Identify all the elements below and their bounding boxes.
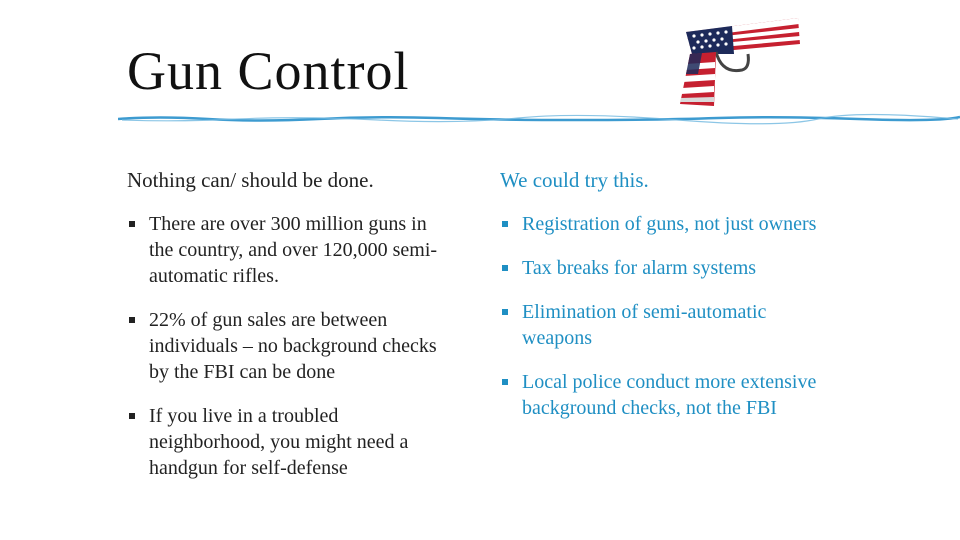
list-item [127,307,447,385]
list-item [500,211,830,237]
list-item-text: If you live in a troubled neighborhood, you might need a handgun for self-defense [149,405,409,479]
square-bullet-icon [502,379,508,385]
square-bullet-icon [129,317,135,323]
left-bullet-list [127,211,447,481]
list-item-text: Local police conduct more extensive background checks, not the FBI [522,371,817,419]
list-item [127,211,447,289]
right-bullet-list [500,211,830,421]
list-item [500,369,830,421]
list-item-text: Registration of guns, not just owners [522,213,817,235]
square-bullet-icon [502,265,508,271]
flag-pistol-image [672,14,802,110]
list-item-text: 22% of gun sales are between individuals – no background checks by the FBI can be done [149,309,437,383]
list-item [127,403,447,481]
left-column [127,166,447,499]
square-bullet-icon [502,221,508,227]
square-bullet-icon [129,413,135,419]
right-column-heading: We could try this. [500,168,649,192]
list-item-text: Elimination of semi-automatic weapons [522,301,767,349]
list-item [500,255,830,281]
slide-title: Gun Control [127,41,410,101]
list-item-text: Tax breaks for alarm systems [522,257,757,279]
title-underline [118,112,960,126]
list-item [500,299,830,351]
list-item-text: There are over 300 million guns in the country, and over 120,000 semi-automatic rifles. [149,213,438,287]
square-bullet-icon [129,221,135,227]
right-column [500,166,830,439]
left-column-heading: Nothing can/ should be done. [127,168,374,192]
square-bullet-icon [502,309,508,315]
